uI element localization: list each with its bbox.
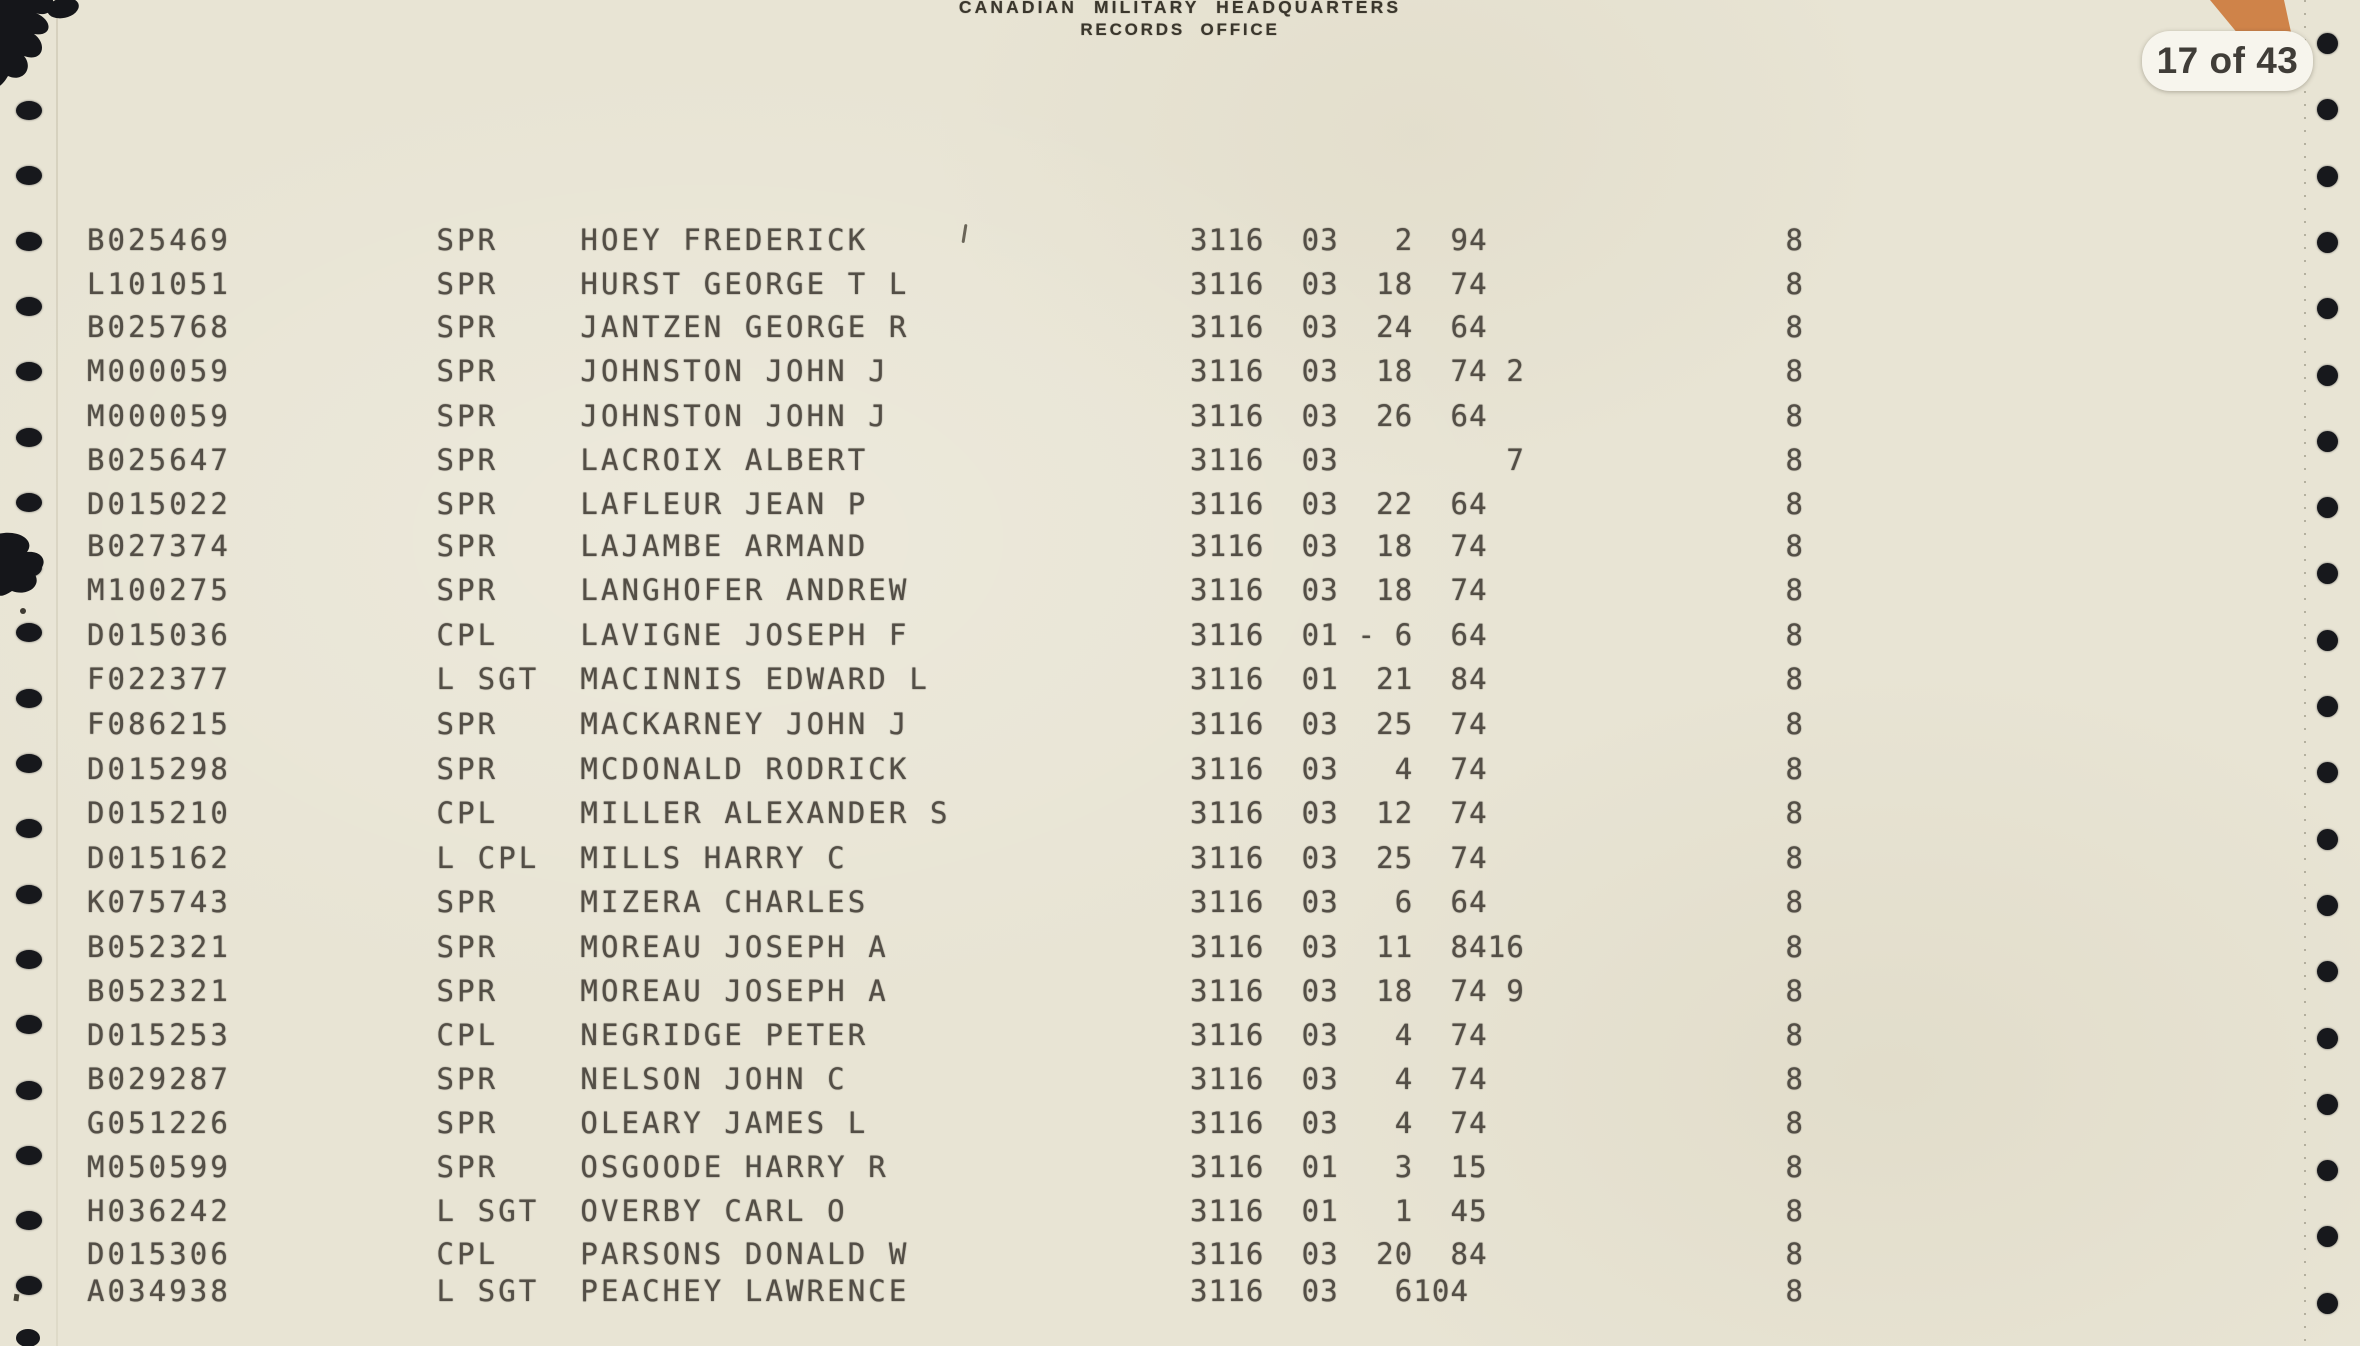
punch-hole xyxy=(2317,961,2338,982)
punch-hole xyxy=(2317,497,2338,518)
record-identity: F022377 L SGT MACINNIS EDWARD L xyxy=(87,662,930,696)
record-numbers: 3116 03 18 74 8 xyxy=(1190,267,1805,301)
record-identity: F086215 SPR MACKARNEY JOHN J xyxy=(87,707,910,741)
punch-hole xyxy=(16,1015,42,1034)
punch-hole xyxy=(2317,431,2338,452)
record-identity: B025768 SPR JANTZEN GEORGE R xyxy=(87,310,910,344)
punch-hole xyxy=(2317,762,2338,783)
record-numbers: 3116 03 6 64 8 xyxy=(1190,885,1805,919)
punch-hole xyxy=(16,558,42,577)
record-identity: D015253 CPL NEGRIDGE PETER xyxy=(87,1018,869,1052)
punch-hole xyxy=(2317,1293,2338,1314)
record-identity: B025469 SPR HOEY FREDERICK xyxy=(87,223,869,257)
punch-hole xyxy=(2317,630,2338,651)
punch-hole xyxy=(16,1211,42,1230)
record-identity: M050599 SPR OSGOODE HARRY R xyxy=(87,1150,889,1184)
document-header xyxy=(0,0,2360,38)
record-numbers: 3116 03 26 64 8 xyxy=(1190,399,1805,433)
record-identity: D015306 CPL PARSONS DONALD W xyxy=(87,1237,910,1271)
record-identity: B029287 SPR NELSON JOHN C xyxy=(87,1062,848,1096)
punch-hole xyxy=(16,1081,42,1100)
punch-hole xyxy=(16,101,42,120)
punch-hole xyxy=(2317,298,2338,319)
record-numbers: 3116 03 4 74 8 xyxy=(1190,752,1805,786)
punch-hole xyxy=(16,166,42,185)
record-identity: D015036 CPL LAVIGNE JOSEPH F xyxy=(87,618,910,652)
punch-hole xyxy=(2317,696,2338,717)
record-numbers: 3116 03 4 74 8 xyxy=(1190,1106,1805,1140)
record-numbers: 3116 03 25 74 8 xyxy=(1190,841,1805,875)
record-numbers: 3116 03 7 8 xyxy=(1190,443,1805,477)
record-identity: M000059 SPR JOHNSTON JOHN J xyxy=(87,399,889,433)
punch-hole xyxy=(16,689,42,708)
page-counter-label: 17 of 43 xyxy=(2156,40,2299,81)
record-numbers: 3116 01 - 6 64 8 xyxy=(1190,618,1805,652)
record-identity: G051226 SPR OLEARY JAMES L xyxy=(87,1106,869,1140)
record-numbers: 3116 03 4 74 8 xyxy=(1190,1062,1805,1096)
record-numbers: 3116 03 12 74 8 xyxy=(1190,796,1805,830)
punch-hole xyxy=(2317,365,2338,386)
punch-hole xyxy=(2317,99,2338,120)
punch-hole xyxy=(16,819,42,838)
record-numbers: 3116 03 11 8416 8 xyxy=(1190,930,1805,964)
record-identity: B027374 SPR LAJAMBE ARMAND xyxy=(87,529,869,563)
record-identity: H036242 L SGT OVERBY CARL O xyxy=(87,1194,848,1228)
record-identity: M100275 SPR LANGHOFER ANDREW xyxy=(87,573,910,607)
record-identity: D015162 L CPL MILLS HARRY C xyxy=(87,841,848,875)
perforation-line xyxy=(2304,0,2306,1346)
record-identity: B025647 SPR LACROIX ALBERT xyxy=(87,443,869,477)
document-title: CANADIAN MILITARY HEADQUARTERS xyxy=(958,0,1402,17)
record-numbers: 3116 03 18 74 9 8 xyxy=(1190,974,1805,1008)
punch-hole xyxy=(16,950,42,969)
punch-hole xyxy=(16,232,42,251)
record-numbers: 3116 03 22 64 8 xyxy=(1190,487,1805,521)
record-identity: M000059 SPR JOHNSTON JOHN J xyxy=(87,354,889,388)
record-numbers: 3116 01 3 15 8 xyxy=(1190,1150,1805,1184)
punch-hole xyxy=(16,885,42,904)
record-numbers: 3116 03 6104 8 xyxy=(1190,1274,1805,1308)
punch-hole xyxy=(2317,895,2338,916)
punch-hole xyxy=(16,428,42,447)
record-identity: D015298 SPR MCDONALD RODRICK xyxy=(87,752,910,786)
record-numbers: 3116 03 18 74 2 8 xyxy=(1190,354,1805,388)
record-identity: A034938 L SGT PEACHEY LAWRENCE xyxy=(87,1274,910,1308)
record-identity: D015210 CPL MILLER ALEXANDER S xyxy=(87,796,951,830)
record-numbers: 3116 03 25 74 8 xyxy=(1190,707,1805,741)
record-numbers: 3116 03 4 74 8 xyxy=(1190,1018,1805,1052)
record-numbers: 3116 03 20 84 8 xyxy=(1190,1237,1805,1271)
document-subtitle: RECORDS OFFICE xyxy=(1080,20,1280,39)
punch-hole xyxy=(16,362,42,381)
ink-speck xyxy=(20,608,26,614)
punch-hole xyxy=(2317,563,2338,584)
punch-hole xyxy=(2317,33,2338,54)
punch-hole xyxy=(2317,232,2338,253)
record-identity: B052321 SPR MOREAU JOSEPH A xyxy=(87,930,889,964)
record-identity: L101051 SPR HURST GEORGE T L xyxy=(87,267,910,301)
punch-hole xyxy=(16,1146,42,1165)
record-numbers: 3116 01 21 84 8 xyxy=(1190,662,1805,696)
punch-hole xyxy=(16,754,42,773)
punch-hole xyxy=(2317,1028,2338,1049)
punch-hole xyxy=(2317,829,2338,850)
page-counter-badge xyxy=(2142,31,2313,91)
punch-hole-bottom-partial xyxy=(16,1329,40,1346)
punch-hole xyxy=(16,623,42,642)
record-numbers: 3116 03 18 74 8 xyxy=(1190,573,1805,607)
pen-mark xyxy=(962,224,967,243)
record-identity: D015022 SPR LAFLEUR JEAN P xyxy=(87,487,869,521)
punch-hole xyxy=(2317,1160,2338,1181)
punch-hole xyxy=(16,493,42,512)
punch-hole xyxy=(2317,166,2338,187)
record-identity: B052321 SPR MOREAU JOSEPH A xyxy=(87,974,889,1008)
fold-crease-line xyxy=(56,0,58,1346)
punch-hole xyxy=(2317,1226,2338,1247)
punch-hole xyxy=(16,297,42,316)
record-numbers: 3116 03 2 94 8 xyxy=(1190,223,1805,257)
punch-hole xyxy=(2317,1094,2338,1115)
record-numbers: 3116 03 24 64 8 xyxy=(1190,310,1805,344)
record-identity: K075743 SPR MIZERA CHARLES xyxy=(87,885,869,919)
ink-speck-bottom xyxy=(13,1294,19,1302)
record-numbers: 3116 01 1 45 8 xyxy=(1190,1194,1805,1228)
record-numbers: 3116 03 18 74 8 xyxy=(1190,529,1805,563)
punch-hole xyxy=(16,1276,42,1295)
